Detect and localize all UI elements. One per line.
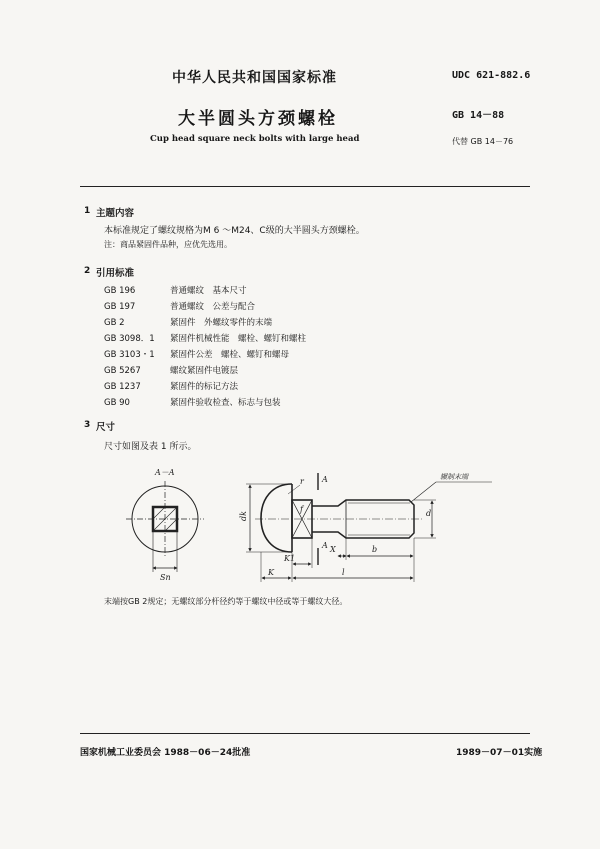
label-k: K	[268, 568, 274, 577]
dimensions-text: 尺寸如图及表 1 所示。	[104, 442, 197, 452]
end-leader	[411, 482, 436, 502]
section-1-number: 1	[84, 206, 91, 216]
dome-head	[261, 484, 292, 552]
section-3-number: 3	[84, 420, 91, 430]
label-d: d	[426, 509, 432, 518]
section-view	[126, 481, 204, 572]
label-rolled-end: 辗制末端	[440, 473, 468, 481]
reference-title: 螺纹紧固件电镀层	[170, 366, 239, 376]
label-dk: dk	[239, 511, 248, 521]
side-view	[246, 473, 492, 582]
udc-code: UDC 621-882.6	[452, 70, 531, 81]
label-r: r	[300, 477, 304, 486]
label-f: f	[300, 505, 303, 514]
effective-date: 1989－07－01实施	[456, 748, 543, 758]
reference-title: 紧固件的标记方法	[170, 382, 239, 392]
section-3-title: 尺寸	[96, 422, 116, 433]
label-b: b	[372, 545, 378, 554]
reference-code: GB 3098．1	[104, 334, 155, 344]
reference-code: GB 90	[104, 398, 130, 408]
national-standard-heading: 中华人民共和国国家标准	[172, 70, 337, 86]
reference-title: 紧固件机械性能 螺栓、螺钉和螺柱	[170, 334, 307, 344]
section-1-title: 主题内容	[96, 208, 135, 219]
label-a-bottom: A	[322, 541, 328, 550]
standard-title: 大半圆头方颈螺栓	[178, 109, 338, 129]
reference-title: 普通螺纹 公差与配合	[170, 302, 256, 312]
reference-title: 紧固件 外螺纹零件的末端	[170, 318, 273, 328]
label-x: X	[330, 545, 336, 554]
section-2-number: 2	[84, 266, 91, 276]
label-l: l	[342, 568, 345, 577]
figure-caption: 末端按GB 2规定；无螺纹部分杆径约等于螺纹中径或等于螺纹大径。	[104, 597, 348, 606]
reference-code: GB 3103・1	[104, 350, 155, 360]
section-label: A－A	[155, 468, 175, 477]
reference-code: GB 196	[104, 286, 136, 296]
footer-divider	[80, 733, 530, 734]
reference-code: GB 1237	[104, 382, 141, 392]
english-title: Cup head square neck bolts with large head	[150, 134, 360, 144]
scope-text: 本标准规定了螺纹规格为M 6 ～M24、C级的大半圆头方颈螺栓。	[104, 226, 365, 236]
replaces-note: 代替 GB 14－76	[452, 137, 514, 146]
reference-title: 普通螺纹 基本尺寸	[170, 286, 247, 296]
reference-title: 紧固件公差 螺栓、螺钉和螺母	[170, 350, 290, 360]
reference-code: GB 5267	[104, 366, 141, 376]
label-a-top: A	[322, 475, 328, 484]
reference-code: GB 2	[104, 318, 125, 328]
label-k1: K1	[284, 554, 296, 563]
section-2-title: 引用标准	[96, 268, 135, 279]
reference-title: 紧固件验收检查、标志与包装	[170, 398, 281, 408]
reference-code: GB 197	[104, 302, 136, 312]
approval-line: 国家机械工业委员会 1988－06－24批准	[80, 748, 251, 758]
standard-number: GB 14－88	[452, 110, 505, 121]
scope-note: 注：商品紧固件品种，应优先选用。	[104, 240, 232, 249]
label-s: Sn	[160, 573, 171, 582]
